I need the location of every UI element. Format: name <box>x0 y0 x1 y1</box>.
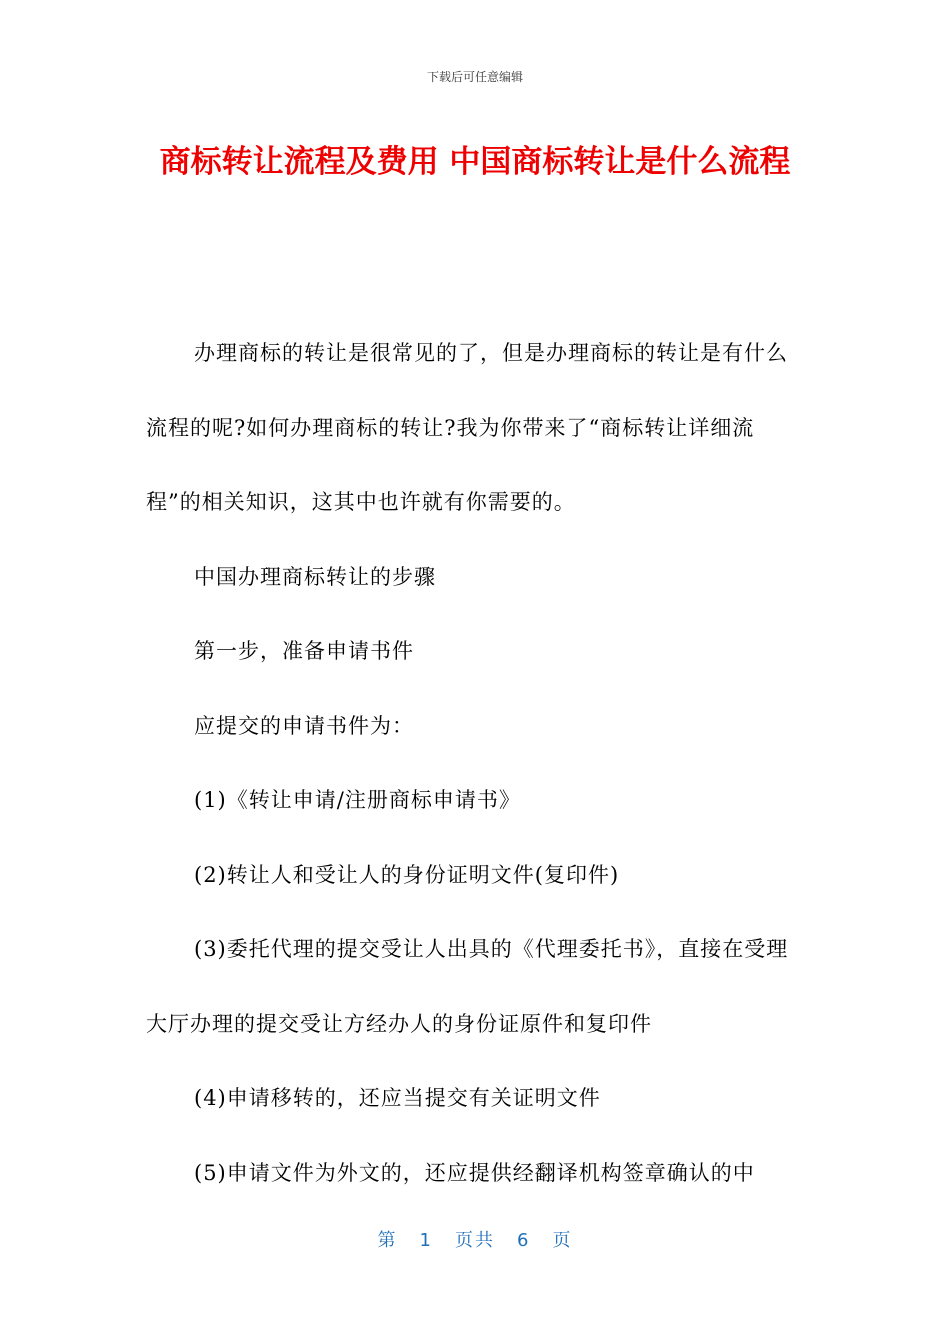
page-label-prefix: 第 <box>377 1230 398 1251</box>
total-pages-number: 6 <box>517 1230 531 1251</box>
document-body <box>146 316 806 1210</box>
page-label-suffix: 页 <box>552 1230 573 1251</box>
page-footer <box>0 1226 950 1252</box>
header-note: 下载后可任意编辑 <box>426 70 523 84</box>
section-heading: 中国办理商标转让的步骤 <box>194 564 436 589</box>
list-item: (5)申请文件为外文的，还应提供经翻译机构签章确认的中 <box>194 1160 755 1185</box>
page-label-mid: 页共 <box>455 1230 495 1251</box>
list-item: (4)申请移转的，还应当提交有关证明文件 <box>194 1086 601 1110</box>
current-page-number: 1 <box>419 1230 433 1251</box>
step-heading: 第一步，准备申请书件 <box>194 639 414 663</box>
list-item: (1)《转让申请/注册商标申请书》 <box>194 788 521 812</box>
intro-paragraph: 办理商标的转让是很常见的了，但是办理商标的转让是有什么流程的呢?如何办理商标的转让?我为你带来了“商标转让详细流程”的相关知识，这其中也许就有你需要的。 <box>146 341 788 514</box>
list-item: (2)转让人和受让人的身份证明文件(复印件) <box>194 862 620 887</box>
document-title: 商标转让流程及费用 中国商标转让是什么流程 <box>159 144 791 180</box>
list-item: (3)委托代理的提交受让人出具的《代理委托书》，直接在受理大厅办理的提交受让方经办人的身份证原件和复印件 <box>146 937 789 1036</box>
list-intro: 应提交的申请书件为： <box>194 713 414 738</box>
